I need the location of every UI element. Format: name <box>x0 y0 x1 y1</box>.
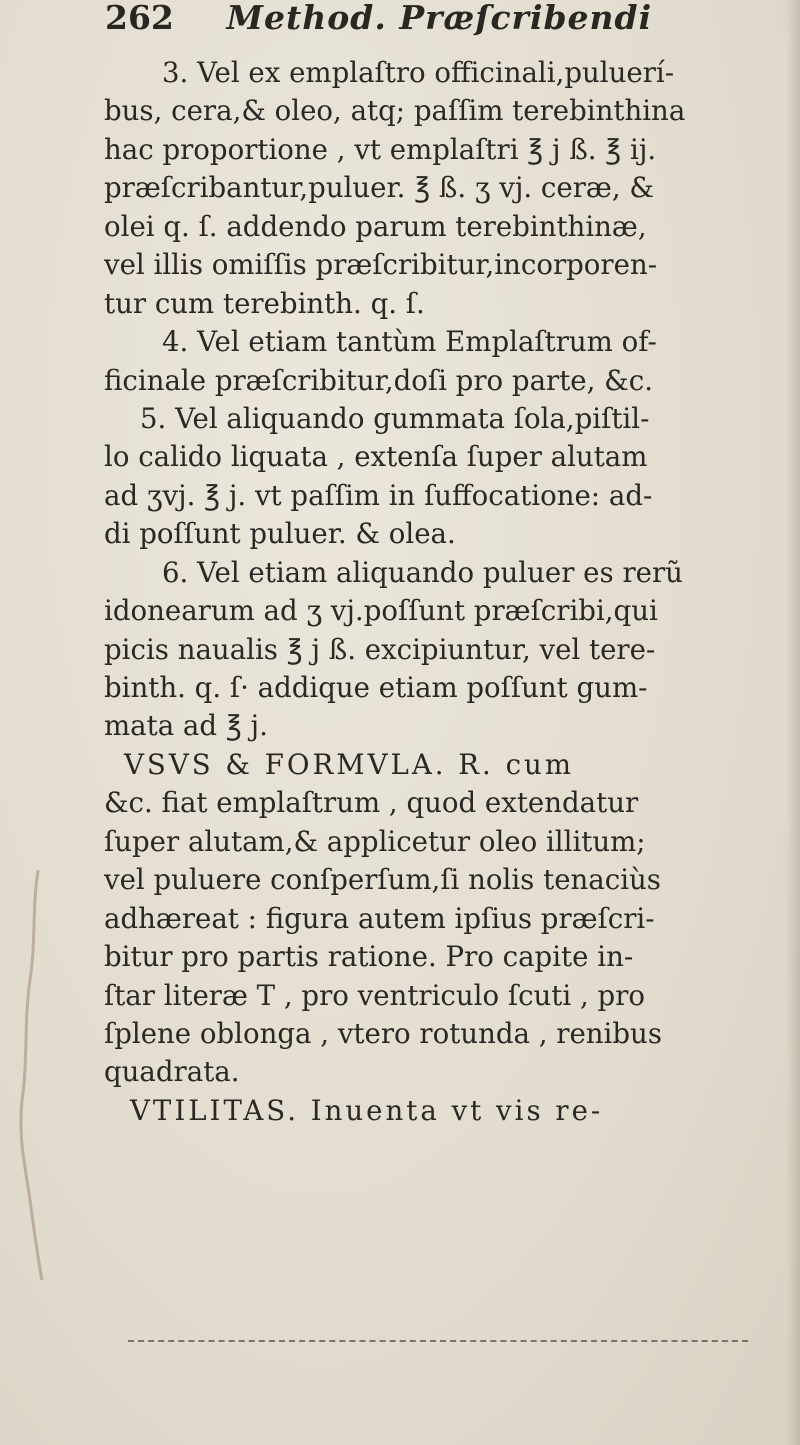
text-line: hac proportione , vt emplaſtri ℥ j ß. ℥ ij. <box>104 132 657 166</box>
running-title: Method. Præſcribendi <box>226 0 653 37</box>
text-line: ad ʒvj. ℥ j. vt paſſim in ſuffocatione: ad- <box>104 478 653 512</box>
text-line: olei q. ſ. addendo parum terebinthinæ, <box>104 209 647 243</box>
text-line: præſcribantur,puluer. ℥ ß. ʒ vj. ceræ, & <box>104 171 654 205</box>
text-line: vel puluere conſperſum,ſi nolis tenaciùs <box>104 863 661 897</box>
text-line: 4. Vel etiam tantùm Emplaſtrum of- <box>162 325 657 359</box>
body-text <box>104 54 794 1130</box>
text-line: binth. q. ſ· addique etiam poſſunt gum- <box>104 671 648 704</box>
text-line: 3. Vel ex emplaſtro officinali,puluerí- <box>162 56 675 89</box>
text-line: tur cum terebinth. q. ſ. <box>104 286 425 320</box>
text-line: VTILITAS. Inuenta vt vis re- <box>130 1093 604 1127</box>
text-line: di poſſunt puluer. & olea. <box>104 517 456 551</box>
text-line: &c. fiat emplaſtrum , quod extendatur <box>104 786 639 820</box>
text-line: idonearum ad ʒ vj.poſſunt præſcribi,qui <box>104 594 658 628</box>
text-line: ficinale præſcribitur,doſi pro parte, &c. <box>104 363 653 397</box>
text-line: lo calido liquata , extenſa ſuper alutam <box>104 440 648 474</box>
text-line: bitur pro partis ratione. Pro capite in- <box>104 940 634 974</box>
text-line: ſtar literæ T , pro ventriculo ſcuti , pro <box>104 978 646 1012</box>
text-line: mata ad ℥ j. <box>104 709 268 743</box>
page-number: 262 <box>105 0 174 37</box>
text-line: 6. Vel etiam aliquando puluer es rerũ <box>162 555 683 589</box>
text-line: ſplene oblonga , vtero rotunda , renibus <box>104 1016 662 1050</box>
margin-ink-stain <box>8 870 48 1280</box>
text-line: VSVS & FORMVLA. R. cum <box>124 747 574 781</box>
underline-rule <box>128 1340 748 1346</box>
text-line: bus, cera,& oleo, atq; paſſim terebinthina <box>104 94 686 128</box>
text-line: vel illis omiſſis præſcribitur,incorporen- <box>104 248 658 282</box>
text-line: ſuper alutam,& applicetur oleo illitum; <box>104 824 646 858</box>
text-line: adhæreat : figura autem ipſius præſcri- <box>104 901 655 935</box>
text-line: 5. Vel aliquando gummata ſola,piſtil- <box>140 401 650 435</box>
text-line: picis naualis ℥ j ß. excipiuntur, vel tere- <box>104 632 656 666</box>
text-line: quadrata. <box>104 1055 240 1089</box>
page-header <box>105 0 652 44</box>
